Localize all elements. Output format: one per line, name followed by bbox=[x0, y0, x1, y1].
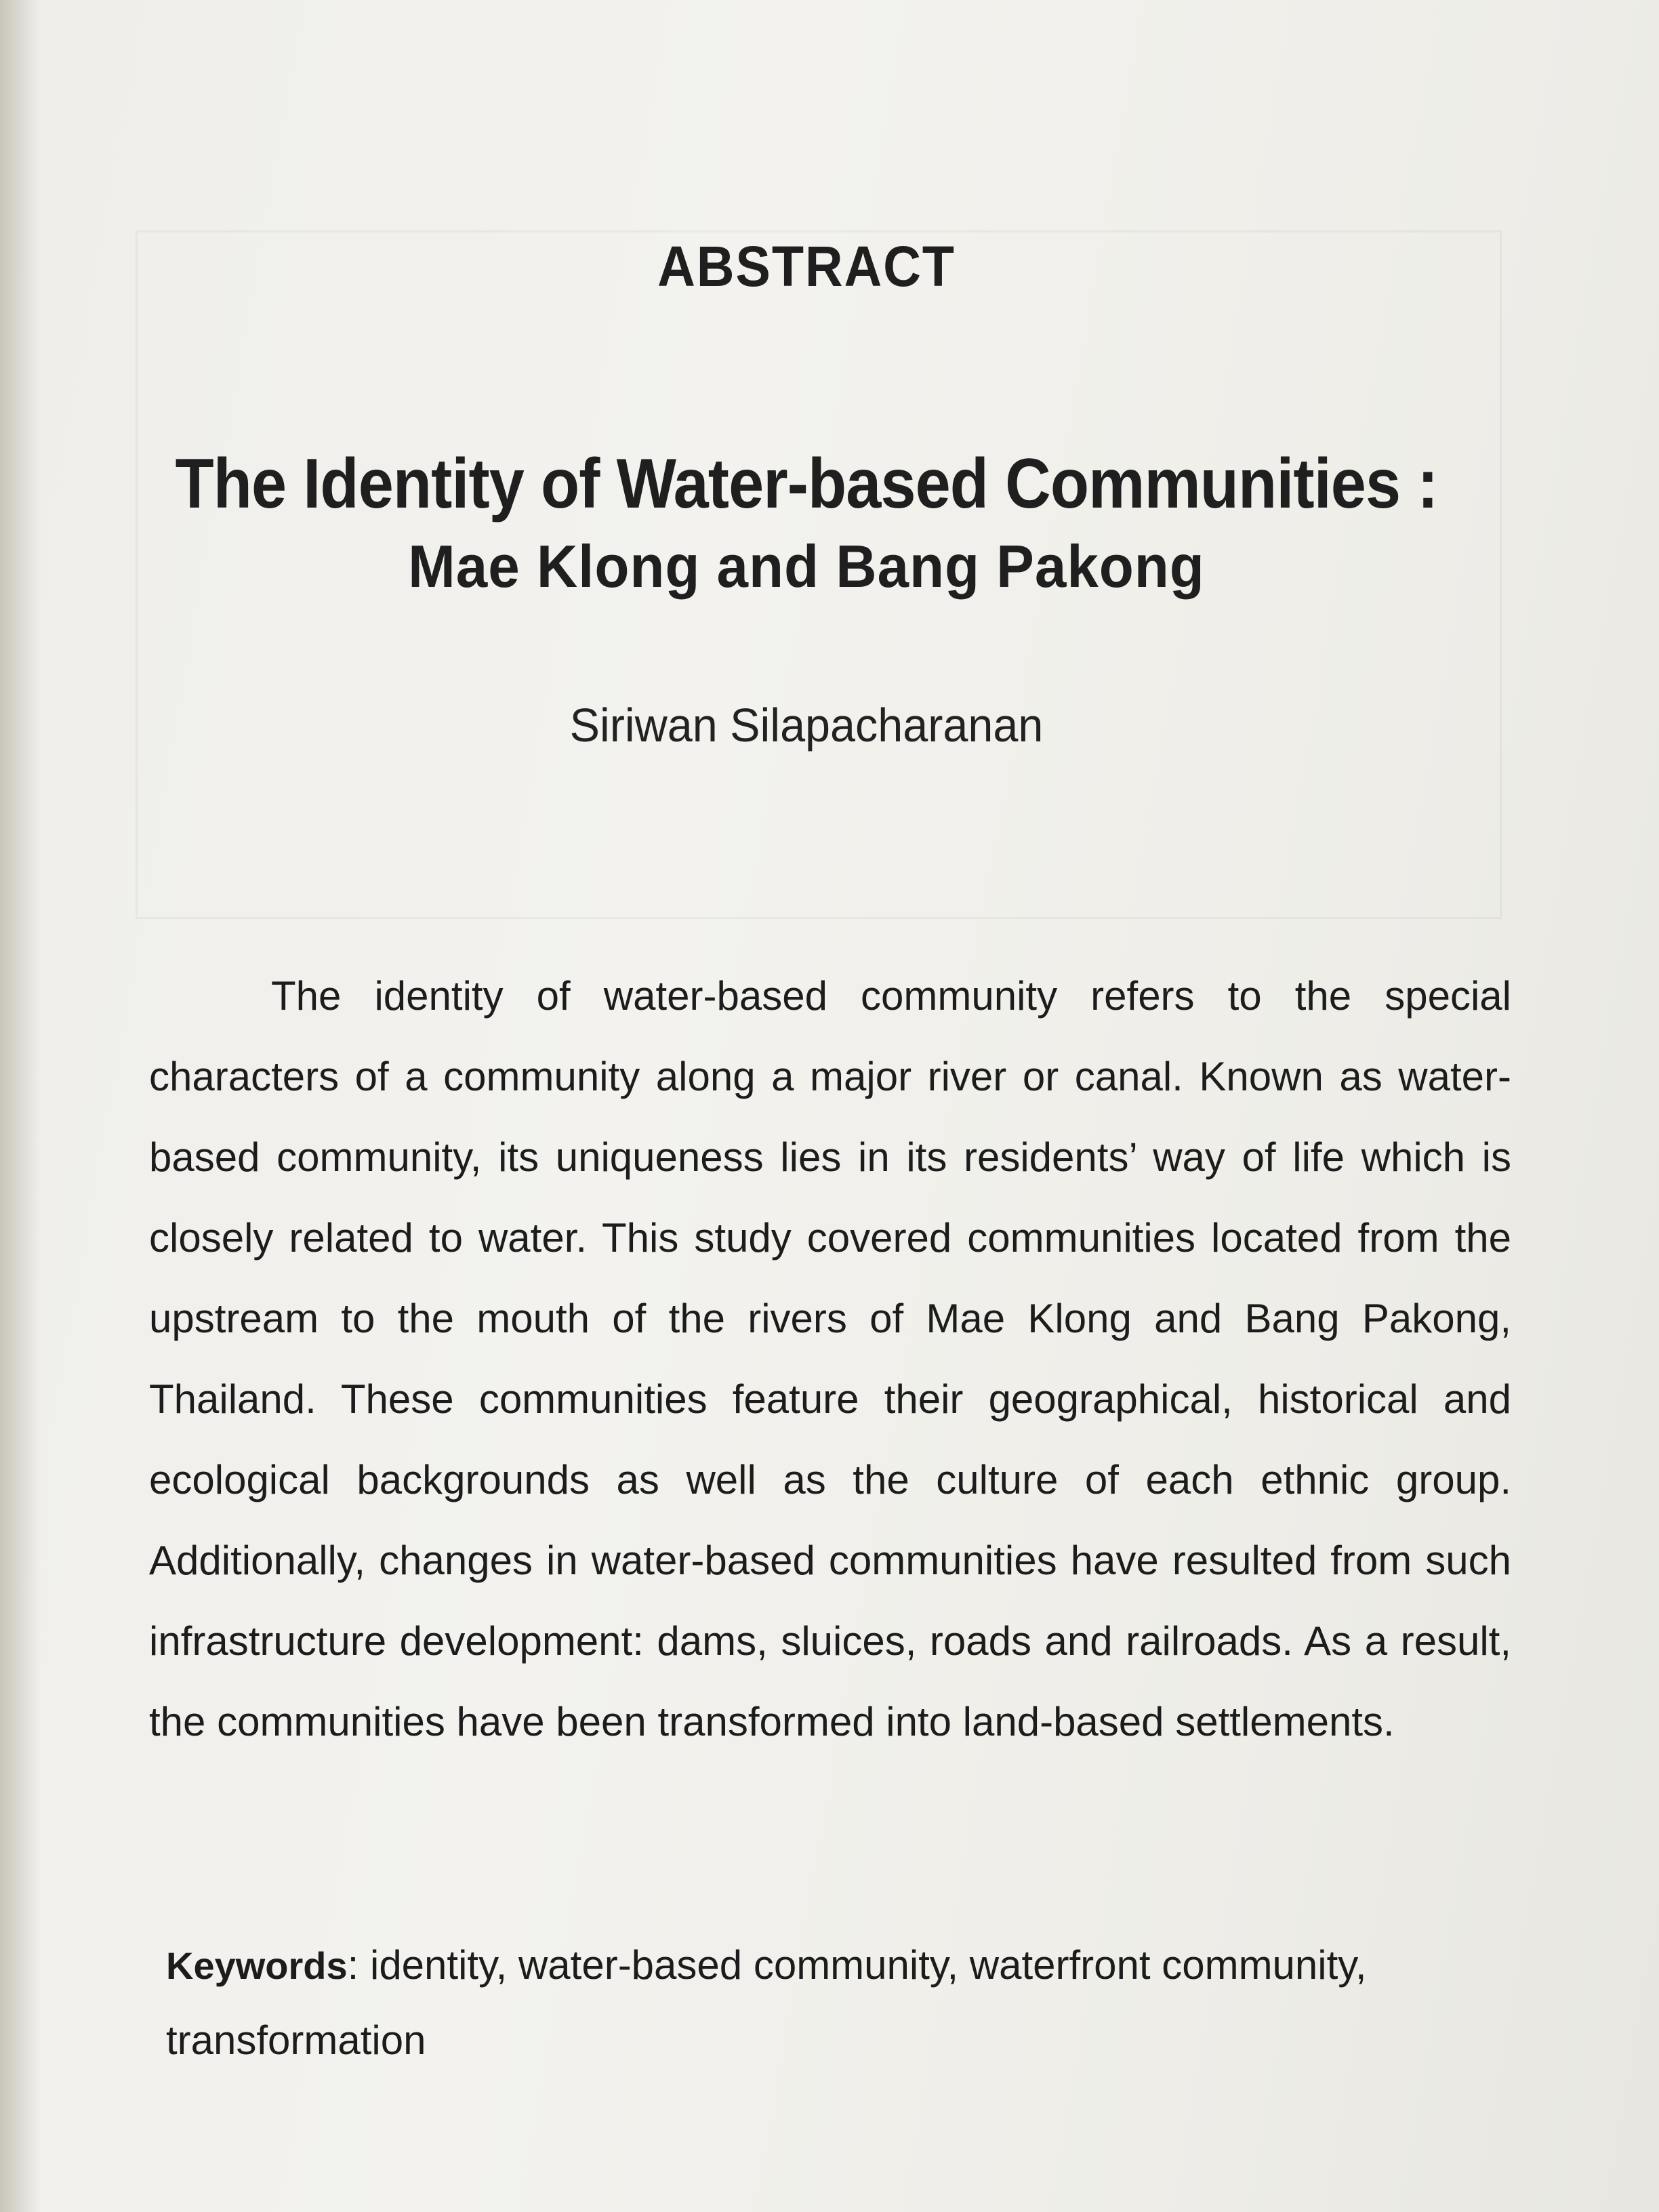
author-name: Siriwan Silapacharanan bbox=[569, 699, 1044, 752]
spine-shadow bbox=[0, 0, 41, 2212]
title-line-2: Mae Klong and Bang Pakong bbox=[408, 533, 1205, 600]
keywords-line bbox=[166, 1928, 1535, 2078]
abstract-paragraph: The identity of water-based community refers to the special characters of a community along a major river or canal. Known as water-based community, its uniqueness lies in its residents’ way of life which is closely related to water. This study covered communities located from the upstream to the mouth of the rivers of Mae Klong and Bang Pakong, Thailand. These communities feature their geographical, historical and ecological backgrounds as well as the culture of each ethnic group. Additionally, changes in water-based communities have resulted from such infrastructure development: dams, sluices, roads and railroads. As a result, the communities have been transformed into land-based settlements. bbox=[149, 973, 1511, 1744]
abstract-heading: ABSTRACT bbox=[657, 234, 956, 298]
keywords-label: Keywords bbox=[166, 1944, 348, 1987]
keywords-separator: : bbox=[347, 1942, 359, 1988]
title-line-1: The Identity of Water-based Communities : bbox=[175, 445, 1438, 523]
keywords-text: identity, water-based community, waterfront community, transformation bbox=[166, 1942, 1367, 2063]
